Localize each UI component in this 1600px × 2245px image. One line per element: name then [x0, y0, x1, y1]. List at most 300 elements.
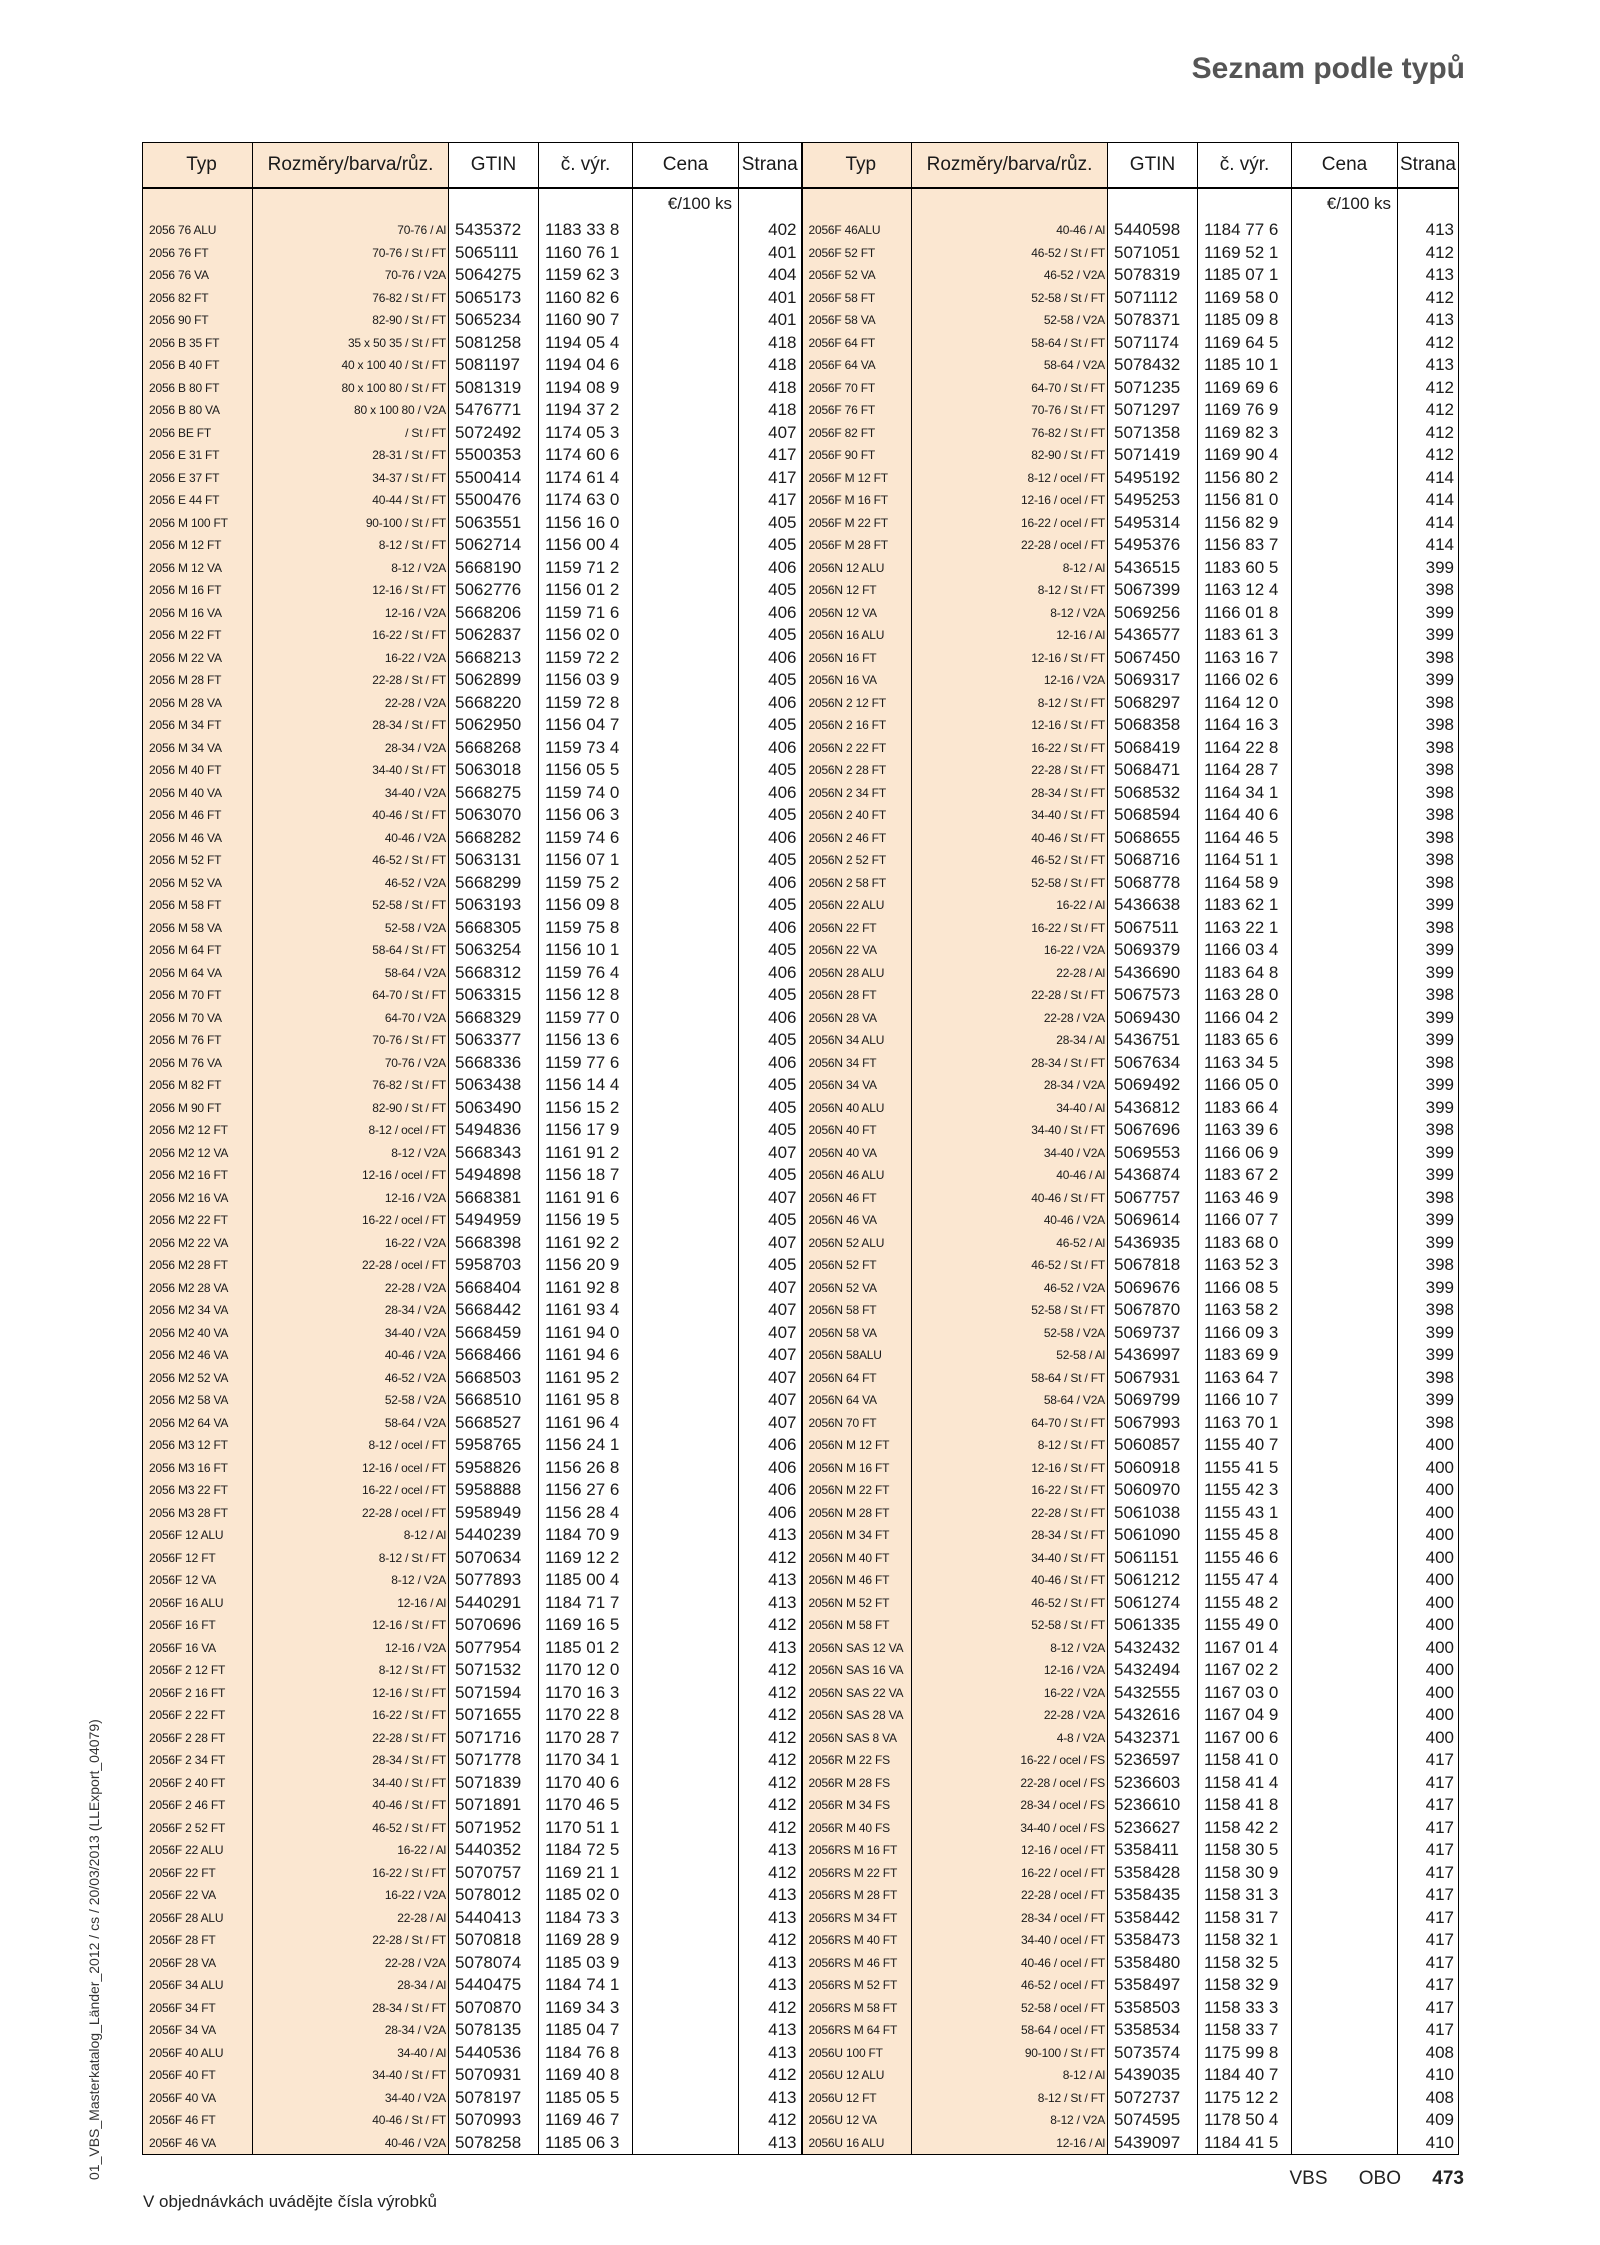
- cell-dimensions: 58-64 / St / FT: [253, 939, 449, 962]
- cell-typ: 2056 M2 52 VA: [143, 1367, 253, 1390]
- cell-typ: 2056N 40 FT: [802, 1119, 912, 1142]
- table-row: [143, 264, 1459, 287]
- cell-dimensions: 76-82 / St / FT: [912, 422, 1108, 445]
- cell-price: [1292, 1952, 1398, 1975]
- cell-price: [1292, 287, 1398, 310]
- cell-typ: 2056N SAS 16 VA: [802, 1659, 912, 1682]
- cell-typ: 2056F 12 ALU: [143, 1524, 253, 1547]
- cell-article-number: 1163 34 5: [1198, 1052, 1292, 1075]
- cell-dimensions: 40-46 / V2A: [253, 1344, 449, 1367]
- cell-article-number: 1156 14 4: [539, 1074, 633, 1097]
- cell-article-number: 1158 41 8: [1198, 1794, 1292, 1817]
- cell-dimensions: 52-58 / V2A: [253, 1389, 449, 1412]
- cell-article-number: 1166 04 2: [1198, 1007, 1292, 1030]
- table-row: [143, 1389, 1459, 1412]
- price-unit: €/100 ks: [633, 188, 739, 219]
- cell-dimensions: 22-28 / ocel / FT: [912, 1884, 1108, 1907]
- cell-price: [1292, 422, 1398, 445]
- cell-gtin: 5060970: [1108, 1479, 1198, 1502]
- cell-article-number: 1169 69 6: [1198, 377, 1292, 400]
- cell-price: [633, 444, 739, 467]
- cell-dimensions: 12-16 / V2A: [253, 1187, 449, 1210]
- cell-page: 407: [739, 422, 802, 445]
- cell-price: [633, 1344, 739, 1367]
- cell-typ: 2056N SAS 28 VA: [802, 1704, 912, 1727]
- cell-typ: 2056 B 80 FT: [143, 377, 253, 400]
- cell-price: [1292, 804, 1398, 827]
- cell-page: 406: [739, 602, 802, 625]
- cell-price: [633, 1862, 739, 1885]
- cell-gtin: 5067573: [1108, 984, 1198, 1007]
- cell-gtin: 5067696: [1108, 1119, 1198, 1142]
- cell-gtin: 5668299: [449, 872, 539, 895]
- cell-gtin: 5078319: [1108, 264, 1198, 287]
- cell-typ: 2056 M2 16 VA: [143, 1187, 253, 1210]
- cell-article-number: 1158 33 3: [1198, 1997, 1292, 2020]
- table-row: [143, 1097, 1459, 1120]
- cell-price: [1292, 1817, 1398, 1840]
- cell-price: [1292, 1434, 1398, 1457]
- cell-dimensions: 64-70 / St / FT: [253, 984, 449, 1007]
- cell-dimensions: 34-40 / V2A: [253, 2087, 449, 2110]
- cell-dimensions: 46-52 / Al: [912, 1232, 1108, 1255]
- cell-dimensions: 16-22 / St / FT: [253, 624, 449, 647]
- cell-article-number: 1167 04 9: [1198, 1704, 1292, 1727]
- cell-gtin: 5061090: [1108, 1524, 1198, 1547]
- cell-dimensions: 34-40 / St / FT: [912, 1119, 1108, 1142]
- table-row: [143, 1974, 1459, 1997]
- cell-page: 412: [739, 1727, 802, 1750]
- cell-dimensions: 8-12 / Al: [912, 2064, 1108, 2087]
- cell-page: 417: [1398, 1794, 1459, 1817]
- table-row: [143, 647, 1459, 670]
- cell-typ: 2056F M 28 FT: [802, 534, 912, 557]
- cell-article-number: 1159 72 2: [539, 647, 633, 670]
- cell-price: [633, 467, 739, 490]
- cell-article-number: 1175 99 8: [1198, 2042, 1292, 2065]
- cell-page: 407: [739, 1299, 802, 1322]
- cell-typ: 2056F 34 VA: [143, 2019, 253, 2042]
- cell-article-number: 1164 16 3: [1198, 714, 1292, 737]
- cell-article-number: 1166 02 6: [1198, 669, 1292, 692]
- cell-article-number: 1160 90 7: [539, 309, 633, 332]
- cell-page: 407: [739, 1367, 802, 1390]
- cell-price: [633, 242, 739, 265]
- cell-gtin: 5069676: [1108, 1277, 1198, 1300]
- cell-typ: 2056N 46 FT: [802, 1187, 912, 1210]
- cell-dimensions: 8-12 / St / FT: [912, 1434, 1108, 1457]
- cell-article-number: 1156 09 8: [539, 894, 633, 917]
- cell-article-number: 1184 76 8: [539, 2042, 633, 2065]
- cell-page: 413: [739, 2132, 802, 2155]
- cell-page: 413: [739, 1952, 802, 1975]
- cell-gtin: 5068778: [1108, 872, 1198, 895]
- cell-article-number: 1163 22 1: [1198, 917, 1292, 940]
- cell-price: [633, 489, 739, 512]
- cell-price: [1292, 1997, 1398, 2020]
- price-unit: €/100 ks: [1292, 188, 1398, 219]
- cell-price: [633, 1614, 739, 1637]
- cell-page: 413: [739, 1524, 802, 1547]
- cell-dimensions: 46-52 / St / FT: [253, 1817, 449, 1840]
- cell-gtin: 5077954: [449, 1637, 539, 1660]
- cell-page: 406: [739, 1502, 802, 1525]
- cell-dimensions: 82-90 / St / FT: [253, 1097, 449, 1120]
- cell-dimensions: 52-58 / St / FT: [912, 1299, 1108, 1322]
- cell-dimensions: 8-12 / V2A: [912, 2109, 1108, 2132]
- cell-typ: 2056 M 90 FT: [143, 1097, 253, 1120]
- cell-typ: 2056 M 70 VA: [143, 1007, 253, 1030]
- cell-typ: 2056 M 22 FT: [143, 624, 253, 647]
- cell-dimensions: 40-46 / V2A: [912, 1209, 1108, 1232]
- cell-price: [633, 2019, 739, 2042]
- cell-dimensions: 22-28 / St / FT: [912, 984, 1108, 1007]
- cell-price: [633, 1299, 739, 1322]
- cell-gtin: 5071358: [1108, 422, 1198, 445]
- cell-typ: 2056 M 58 VA: [143, 917, 253, 940]
- cell-dimensions: 34-40 / St / FT: [253, 759, 449, 782]
- cell-typ: 2056N 2 16 FT: [802, 714, 912, 737]
- cell-price: [1292, 1412, 1398, 1435]
- cell-gtin: 5668527: [449, 1412, 539, 1435]
- cell-price: [1292, 1142, 1398, 1165]
- cell-gtin: 5068594: [1108, 804, 1198, 827]
- cell-typ: 2056N M 52 FT: [802, 1592, 912, 1615]
- cell-page: 405: [739, 669, 802, 692]
- cell-page: 400: [1398, 1434, 1459, 1457]
- cell-page: 398: [1398, 984, 1459, 1007]
- cell-gtin: 5436935: [1108, 1232, 1198, 1255]
- cell-dimensions: 34-40 / Al: [253, 2042, 449, 2065]
- cell-gtin: 5070634: [449, 1547, 539, 1570]
- cell-article-number: 1163 70 1: [1198, 1412, 1292, 1435]
- cell-gtin: 5439097: [1108, 2132, 1198, 2155]
- cell-page: 407: [739, 1187, 802, 1210]
- cell-article-number: 1184 71 7: [539, 1592, 633, 1615]
- cell-gtin: 5062714: [449, 534, 539, 557]
- cell-page: 418: [739, 377, 802, 400]
- table-row: [143, 1862, 1459, 1885]
- cell-page: 399: [1398, 1322, 1459, 1345]
- table-row: [143, 962, 1459, 985]
- cell-dimensions: 28-34 / St / FT: [253, 714, 449, 737]
- cell-article-number: 1184 41 5: [1198, 2132, 1292, 2155]
- cell-page: 399: [1398, 1007, 1459, 1030]
- cell-dimensions: 16-22 / St / FT: [253, 1862, 449, 1885]
- table-row: [143, 1344, 1459, 1367]
- cell-article-number: 1169 82 3: [1198, 422, 1292, 445]
- cell-page: 417: [739, 444, 802, 467]
- cell-price: [1292, 2064, 1398, 2087]
- cell-price: [633, 1209, 739, 1232]
- cell-price: [1292, 602, 1398, 625]
- table-row: [143, 557, 1459, 580]
- cell-gtin: 5358411: [1108, 1839, 1198, 1862]
- cell-dimensions: 12-16 / ocel / FT: [253, 1457, 449, 1480]
- cell-typ: 2056RS M 52 FT: [802, 1974, 912, 1997]
- cell-gtin: 5958703: [449, 1254, 539, 1277]
- cell-price: [1292, 1974, 1398, 1997]
- cell-page: 398: [1398, 1052, 1459, 1075]
- cell-typ: 2056F 12 VA: [143, 1569, 253, 1592]
- cell-page: 399: [1398, 1277, 1459, 1300]
- cell-dimensions: 28-34 / V2A: [253, 737, 449, 760]
- cell-typ: 2056 M2 22 VA: [143, 1232, 253, 1255]
- cell-page: 412: [1398, 399, 1459, 422]
- cell-article-number: 1159 75 8: [539, 917, 633, 940]
- cell-article-number: 1166 08 5: [1198, 1277, 1292, 1300]
- cell-page: 412: [739, 1794, 802, 1817]
- cell-page: 406: [739, 872, 802, 895]
- table-row: [143, 2019, 1459, 2042]
- cell-article-number: 1155 43 1: [1198, 1502, 1292, 1525]
- cell-gtin: 5436751: [1108, 1029, 1198, 1052]
- cell-article-number: 1170 12 0: [539, 1659, 633, 1682]
- cell-price: [1292, 1007, 1398, 1030]
- cell-price: [1292, 759, 1398, 782]
- table-row: [143, 242, 1459, 265]
- cell-price: [1292, 1884, 1398, 1907]
- cell-article-number: 1164 34 1: [1198, 782, 1292, 805]
- cell-article-number: 1156 13 6: [539, 1029, 633, 1052]
- cell-price: [633, 534, 739, 557]
- cell-article-number: 1183 68 0: [1198, 1232, 1292, 1255]
- table-row: [143, 2042, 1459, 2065]
- cell-page: 412: [1398, 444, 1459, 467]
- cell-article-number: 1164 51 1: [1198, 849, 1292, 872]
- cell-typ: 2056F 28 FT: [143, 1929, 253, 1952]
- cell-dimensions: 34-40 / V2A: [253, 782, 449, 805]
- cell-price: [633, 1704, 739, 1727]
- cell-article-number: 1170 46 5: [539, 1794, 633, 1817]
- cell-dimensions: 22-28 / ocel / FT: [253, 1254, 449, 1277]
- cell-typ: 2056F 2 52 FT: [143, 1817, 253, 1840]
- cell-typ: 2056 M 64 FT: [143, 939, 253, 962]
- cell-gtin: 5668459: [449, 1322, 539, 1345]
- cell-article-number: 1156 19 5: [539, 1209, 633, 1232]
- cell-dimensions: 28-34 / St / FT: [912, 782, 1108, 805]
- cell-page: 412: [739, 1614, 802, 1637]
- cell-article-number: 1156 18 7: [539, 1164, 633, 1187]
- table-row: [143, 1884, 1459, 1907]
- cell-article-number: 1158 31 7: [1198, 1907, 1292, 1930]
- cell-page: 398: [1398, 579, 1459, 602]
- cell-dimensions: 12-16 / St / FT: [253, 1682, 449, 1705]
- cell-dimensions: 40-46 / St / FT: [912, 827, 1108, 850]
- cell-typ: 2056N 22 ALU: [802, 894, 912, 917]
- cell-article-number: 1159 77 6: [539, 1052, 633, 1075]
- cell-gtin: 5070931: [449, 2064, 539, 2087]
- cell-price: [1292, 647, 1398, 670]
- cell-price: [1292, 1097, 1398, 1120]
- table-row: [143, 2109, 1459, 2132]
- cell-gtin: 5061212: [1108, 1569, 1198, 1592]
- cell-article-number: 1166 09 3: [1198, 1322, 1292, 1345]
- cell-typ: 2056F 22 VA: [143, 1884, 253, 1907]
- cell-dimensions: 70-76 / V2A: [253, 1052, 449, 1075]
- header-article-number: č. výr.: [1198, 143, 1292, 189]
- cell-gtin: 5071891: [449, 1794, 539, 1817]
- cell-typ: 2056RS M 28 FT: [802, 1884, 912, 1907]
- table-row: [143, 714, 1459, 737]
- table-row: [143, 827, 1459, 850]
- cell-gtin: 5063070: [449, 804, 539, 827]
- cell-typ: 2056 82 FT: [143, 287, 253, 310]
- cell-page: 405: [739, 1164, 802, 1187]
- cell-page: 398: [1398, 714, 1459, 737]
- cell-typ: 2056 76 FT: [143, 242, 253, 265]
- cell-price: [633, 1479, 739, 1502]
- cell-price: [1292, 1052, 1398, 1075]
- cell-gtin: 5081319: [449, 377, 539, 400]
- cell-typ: 2056N M 28 FT: [802, 1502, 912, 1525]
- cell-gtin: 5067757: [1108, 1187, 1198, 1210]
- cell-typ: 2056RS M 58 FT: [802, 1997, 912, 2020]
- cell-page: 412: [739, 2064, 802, 2087]
- cell-gtin: 5436515: [1108, 557, 1198, 580]
- cell-gtin: 5067818: [1108, 1254, 1198, 1277]
- cell-article-number: 1164 12 0: [1198, 692, 1292, 715]
- cell-article-number: 1158 30 9: [1198, 1862, 1292, 1885]
- cell-typ: 2056 M2 28 FT: [143, 1254, 253, 1277]
- cell-price: [633, 827, 739, 850]
- cell-dimensions: 12-16 / St / FT: [253, 579, 449, 602]
- cell-gtin: 5067634: [1108, 1052, 1198, 1075]
- cell-typ: 2056F 70 FT: [802, 377, 912, 400]
- cell-gtin: 5070696: [449, 1614, 539, 1637]
- cell-page: 413: [739, 1637, 802, 1660]
- cell-page: 398: [1398, 759, 1459, 782]
- cell-typ: 2056F 16 FT: [143, 1614, 253, 1637]
- cell-gtin: 5432432: [1108, 1637, 1198, 1660]
- cell-gtin: 5436812: [1108, 1097, 1198, 1120]
- cell-page: 399: [1398, 1209, 1459, 1232]
- header-price: Cena: [1292, 143, 1398, 189]
- cell-price: [1292, 1794, 1398, 1817]
- table-row: [143, 1749, 1459, 1772]
- cell-typ: 2056U 12 ALU: [802, 2064, 912, 2087]
- cell-price: [633, 1322, 739, 1345]
- cell-typ: 2056RS M 46 FT: [802, 1952, 912, 1975]
- cell-article-number: 1185 09 8: [1198, 309, 1292, 332]
- cell-dimensions: 28-34 / V2A: [253, 1299, 449, 1322]
- cell-price: [633, 1187, 739, 1210]
- cell-article-number: 1174 60 6: [539, 444, 633, 467]
- cell-article-number: 1156 20 9: [539, 1254, 633, 1277]
- cell-typ: 2056F 90 FT: [802, 444, 912, 467]
- cell-dimensions: 28-31 / St / FT: [253, 444, 449, 467]
- cell-page: 417: [1398, 1839, 1459, 1862]
- cell-price: [633, 1952, 739, 1975]
- cell-dimensions: 12-16 / ocel / FT: [253, 1164, 449, 1187]
- cell-typ: 2056RS M 16 FT: [802, 1839, 912, 1862]
- cell-article-number: 1159 75 2: [539, 872, 633, 895]
- cell-page: 398: [1398, 692, 1459, 715]
- cell-typ: 2056 B 80 VA: [143, 399, 253, 422]
- cell-gtin: 5495376: [1108, 534, 1198, 557]
- cell-gtin: 5358534: [1108, 2019, 1198, 2042]
- table-row: [143, 1277, 1459, 1300]
- table-row: [143, 1209, 1459, 1232]
- cell-price: [1292, 1074, 1398, 1097]
- header-article-number: č. výr.: [539, 143, 633, 189]
- cell-typ: 2056F 76 FT: [802, 399, 912, 422]
- catalog-table: [142, 142, 1459, 2155]
- cell-typ: 2056N 16 FT: [802, 647, 912, 670]
- cell-dimensions: 22-28 / St / FT: [253, 1727, 449, 1750]
- cell-page: 405: [739, 1097, 802, 1120]
- table-row: [143, 1457, 1459, 1480]
- cell-gtin: 5236627: [1108, 1817, 1198, 1840]
- cell-gtin: 5065111: [449, 242, 539, 265]
- cell-typ: 2056N 2 34 FT: [802, 782, 912, 805]
- cell-typ: 2056N M 12 FT: [802, 1434, 912, 1457]
- cell-price: [633, 332, 739, 355]
- table-row: [143, 894, 1459, 917]
- cell-article-number: 1156 28 4: [539, 1502, 633, 1525]
- cell-article-number: 1185 03 9: [539, 1952, 633, 1975]
- table-row: [143, 1164, 1459, 1187]
- cell-dimensions: 12-16 / St / FT: [912, 714, 1108, 737]
- cell-gtin: 5063377: [449, 1029, 539, 1052]
- cell-article-number: 1183 69 9: [1198, 1344, 1292, 1367]
- cell-dimensions: 28-34 / ocel / FT: [912, 1907, 1108, 1930]
- cell-dimensions: 64-70 / V2A: [253, 1007, 449, 1030]
- cell-gtin: 5061038: [1108, 1502, 1198, 1525]
- cell-page: 405: [739, 849, 802, 872]
- cell-dimensions: 40-46 / Al: [912, 219, 1108, 242]
- cell-article-number: 1156 04 7: [539, 714, 633, 737]
- cell-page: 401: [739, 242, 802, 265]
- cell-price: [633, 1007, 739, 1030]
- cell-typ: 2056 M 22 VA: [143, 647, 253, 670]
- cell-article-number: 1184 77 6: [1198, 219, 1292, 242]
- cell-typ: 2056 M3 16 FT: [143, 1457, 253, 1480]
- cell-typ: 2056F 2 22 FT: [143, 1704, 253, 1727]
- cell-article-number: 1167 03 0: [1198, 1682, 1292, 1705]
- table-row: [143, 737, 1459, 760]
- cell-article-number: 1184 70 9: [539, 1524, 633, 1547]
- cell-dimensions: 34-40 / Al: [912, 1097, 1108, 1120]
- cell-gtin: 5071419: [1108, 444, 1198, 467]
- table-row: [143, 1592, 1459, 1615]
- cell-dimensions: 52-58 / St / FT: [912, 287, 1108, 310]
- cell-price: [633, 962, 739, 985]
- cell-gtin: 5068358: [1108, 714, 1198, 737]
- cell-article-number: 1156 24 1: [539, 1434, 633, 1457]
- cell-gtin: 5439035: [1108, 2064, 1198, 2087]
- cell-page: 398: [1398, 737, 1459, 760]
- cell-article-number: 1156 81 0: [1198, 489, 1292, 512]
- cell-gtin: 5436690: [1108, 962, 1198, 985]
- cell-page: 399: [1398, 557, 1459, 580]
- cell-price: [633, 1659, 739, 1682]
- cell-typ: 2056 E 31 FT: [143, 444, 253, 467]
- cell-gtin: 5064275: [449, 264, 539, 287]
- table-row: [143, 1929, 1459, 1952]
- cell-typ: 2056F 34 FT: [143, 1997, 253, 2020]
- cell-page: 417: [1398, 1907, 1459, 1930]
- cell-gtin: 5668404: [449, 1277, 539, 1300]
- cell-gtin: 5236603: [1108, 1772, 1198, 1795]
- cell-page: 398: [1398, 804, 1459, 827]
- cell-dimensions: 80 x 100 80 / V2A: [253, 399, 449, 422]
- cell-dimensions: 46-52 / St / FT: [912, 1592, 1108, 1615]
- cell-gtin: 5668206: [449, 602, 539, 625]
- cell-dimensions: 34-40 / V2A: [912, 1142, 1108, 1165]
- cell-typ: 2056N 12 ALU: [802, 557, 912, 580]
- table-row: [143, 1547, 1459, 1570]
